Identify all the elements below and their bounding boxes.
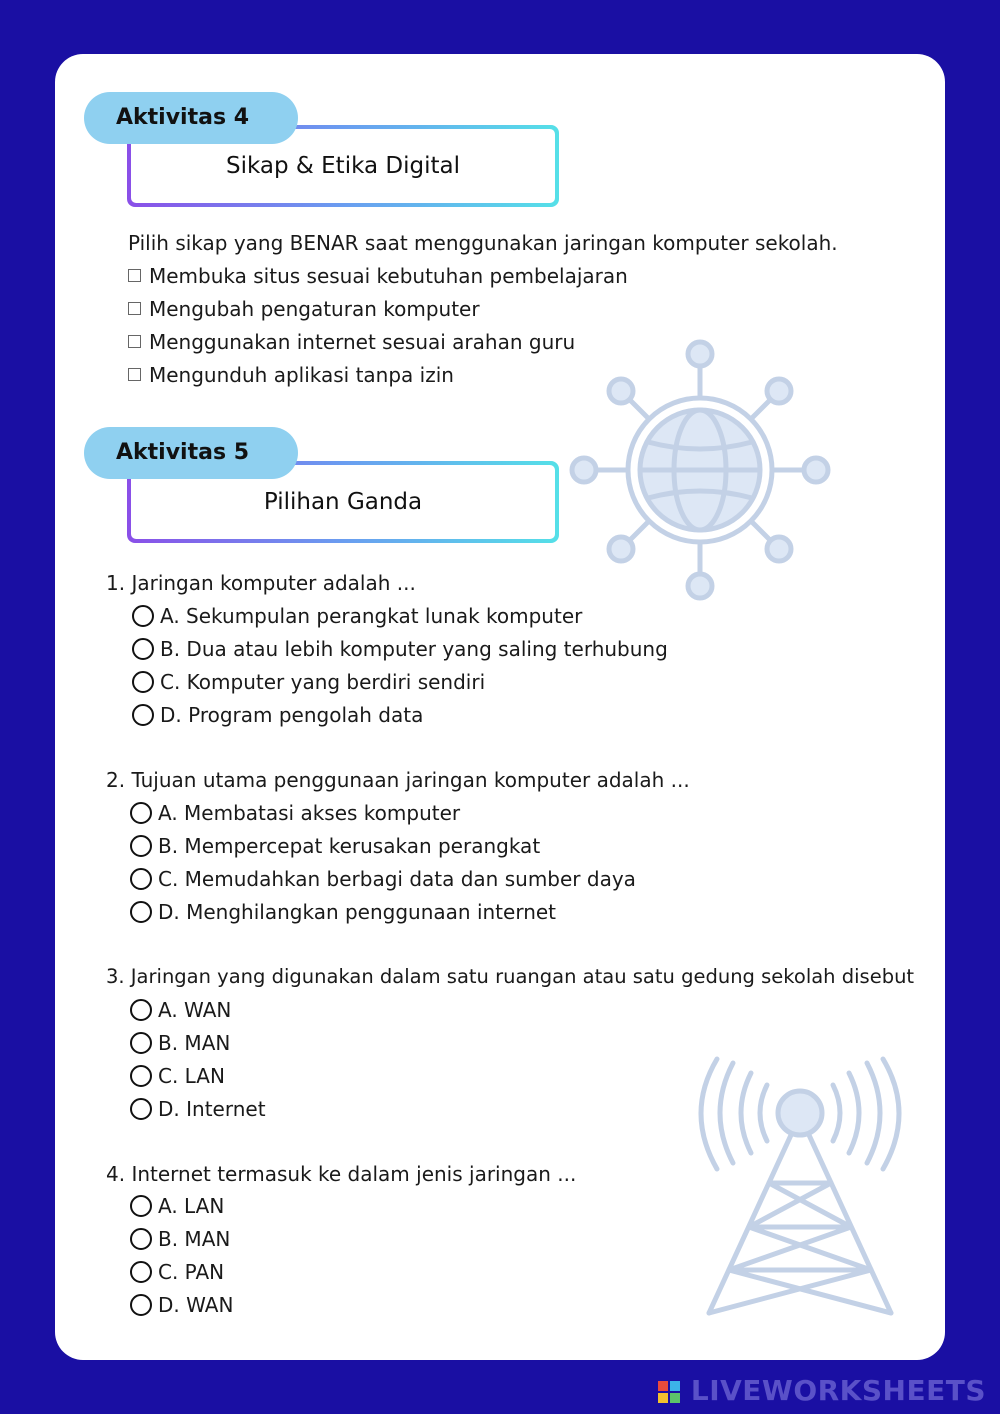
liveworksheets-logo: LIVEWORKSHEETS (657, 1374, 986, 1407)
activity4-instruction: Pilih sikap yang BENAR saat menggunakan jaringan komputer sekolah. (128, 231, 838, 255)
radio-tower-icon (695, 1055, 905, 1320)
radio-icon[interactable] (130, 1065, 152, 1087)
question-4: 4. Internet termasuk ke dalam jenis jaringan ... (106, 1162, 577, 1186)
radio-icon[interactable] (130, 1294, 152, 1316)
checkbox-icon[interactable] (128, 335, 141, 348)
question-1: 1. Jaringan komputer adalah ... (106, 571, 416, 595)
q1-option-d[interactable]: D. Program pengolah data (132, 700, 423, 730)
radio-icon[interactable] (132, 638, 154, 660)
checkbox-icon[interactable] (128, 368, 141, 381)
q2-option-d[interactable]: D. Menghilangkan penggunaan internet (130, 897, 556, 927)
activity5-title: Pilihan Ganda (131, 465, 555, 539)
activity4-title: Sikap & Etika Digital (131, 129, 555, 203)
radio-icon[interactable] (132, 671, 154, 693)
checkbox-icon[interactable] (128, 302, 141, 315)
radio-icon[interactable] (130, 1228, 152, 1250)
q1-option-a[interactable]: A. Sekumpulan perangkat lunak komputer (132, 601, 582, 631)
radio-icon[interactable] (130, 1195, 152, 1217)
activity5-badge: Aktivitas 5 (84, 427, 298, 479)
q4-option-d[interactable]: D. WAN (130, 1290, 233, 1320)
activity4-option[interactable]: Membuka situs sesuai kebutuhan pembelajaran (128, 261, 628, 291)
radio-icon[interactable] (132, 605, 154, 627)
question-3: 3. Jaringan yang digunakan dalam satu ruangan atau satu gedung sekolah disebut (106, 965, 915, 988)
radio-icon[interactable] (130, 999, 152, 1021)
logo-grid-icon (657, 1380, 681, 1404)
checkbox-icon[interactable] (128, 269, 141, 282)
q2-option-b[interactable]: B. Mempercepat kerusakan perangkat (130, 831, 540, 861)
q1-option-c[interactable]: C. Komputer yang berdiri sendiri (132, 667, 485, 697)
radio-icon[interactable] (130, 901, 152, 923)
q1-option-b[interactable]: B. Dua atau lebih komputer yang saling terhubung (132, 634, 668, 664)
radio-icon[interactable] (130, 835, 152, 857)
activity4-option[interactable]: Menggunakan internet sesuai arahan guru (128, 327, 575, 357)
q3-option-a[interactable]: A. WAN (130, 995, 231, 1025)
q4-option-c[interactable]: C. PAN (130, 1257, 224, 1287)
radio-icon[interactable] (130, 1032, 152, 1054)
q4-option-a[interactable]: A. LAN (130, 1191, 224, 1221)
activity4-option[interactable]: Mengunduh aplikasi tanpa izin (128, 360, 454, 390)
radio-icon[interactable] (130, 1098, 152, 1120)
q2-option-a[interactable]: A. Membatasi akses komputer (130, 798, 460, 828)
activity4-option[interactable]: Mengubah pengaturan komputer (128, 294, 480, 324)
radio-icon[interactable] (130, 802, 152, 824)
radio-icon[interactable] (130, 868, 152, 890)
q3-option-b[interactable]: B. MAN (130, 1028, 230, 1058)
activity4-badge: Aktivitas 4 (84, 92, 298, 144)
q4-option-b[interactable]: B. MAN (130, 1224, 230, 1254)
q3-option-c[interactable]: C. LAN (130, 1061, 225, 1091)
radio-icon[interactable] (132, 704, 154, 726)
q2-option-c[interactable]: C. Memudahkan berbagi data dan sumber daya (130, 864, 636, 894)
q3-option-d[interactable]: D. Internet (130, 1094, 266, 1124)
globe-network-icon (568, 338, 832, 602)
radio-icon[interactable] (130, 1261, 152, 1283)
question-2: 2. Tujuan utama penggunaan jaringan komputer adalah ... (106, 768, 690, 792)
